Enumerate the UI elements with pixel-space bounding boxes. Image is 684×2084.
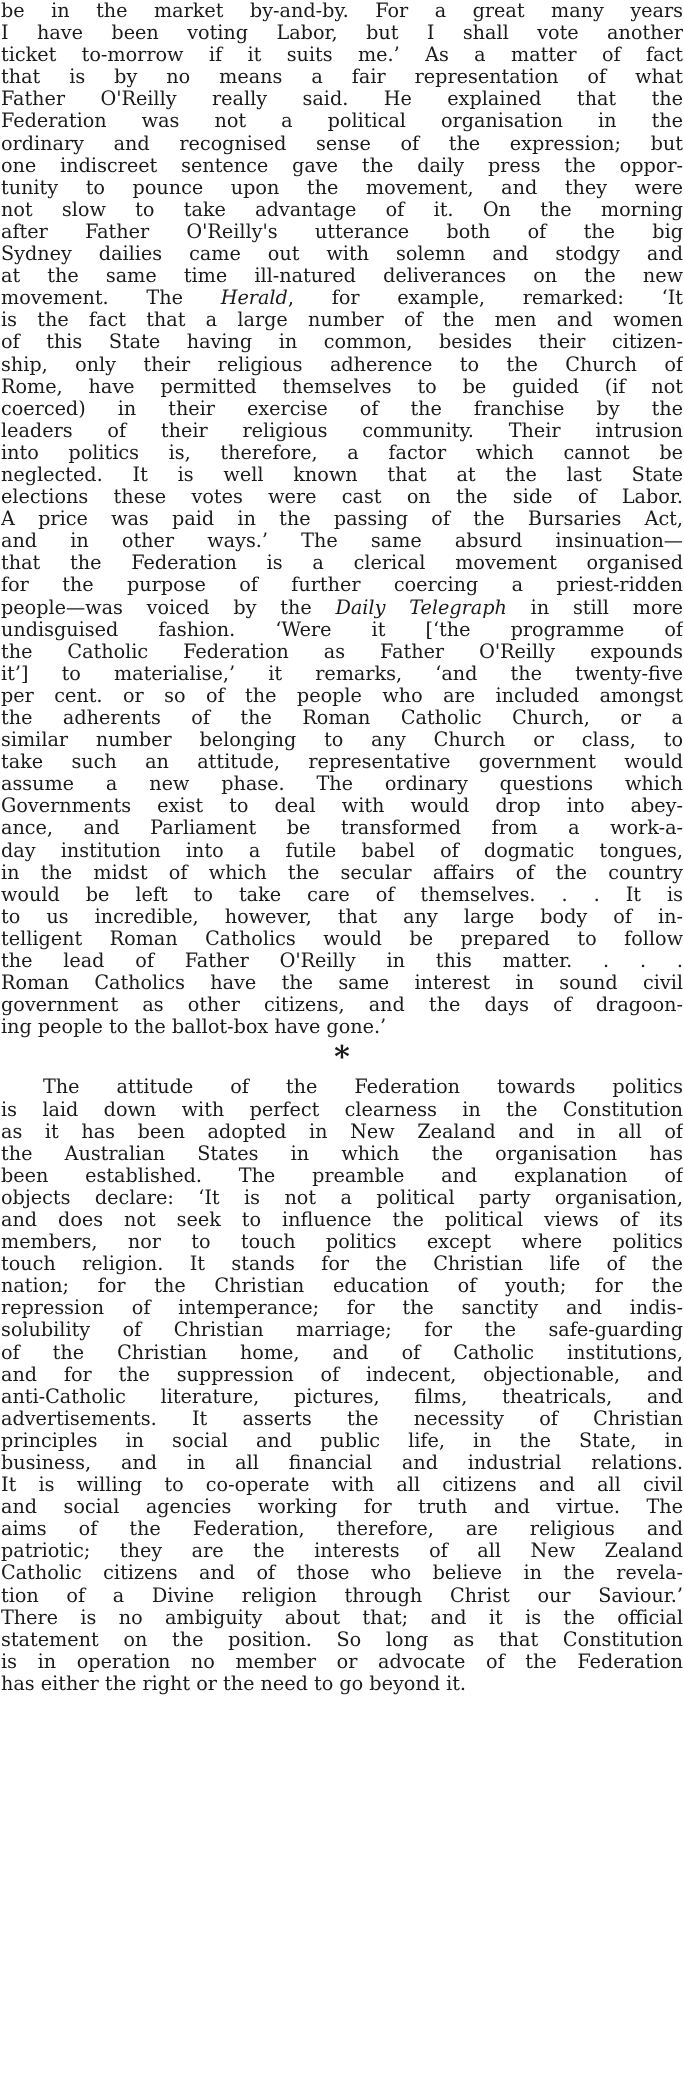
text-line: the Catholic Federation as Father O'Reilly expounds (1, 640, 683, 663)
text-line: to us incredible, however, that any large body of in- (1, 905, 683, 928)
text-line: the Australian States in which the organisation has (1, 1142, 683, 1165)
text-line: telligent Roman Catholics would be prepared to follow (1, 927, 683, 950)
text-line: Catholic citizens and of those who believe in the revela- (1, 1562, 683, 1585)
text-line: similar number belonging to any Church or class, to (1, 729, 683, 752)
text-line: elections these votes were cast on the side of Labor. (1, 486, 683, 509)
text-line: It is willing to co-operate with all citizens and all civil (1, 1474, 683, 1497)
text-line: touch religion. It stands for the Christian life of the (1, 1253, 683, 1276)
text-line: I have been voting Labor, but I shall vote another (1, 22, 683, 45)
text-line: nation; for the Christian education of youth; for the (1, 1275, 683, 1298)
text-line: business, and in all financial and industrial relations. (1, 1452, 683, 1474)
text-line: it’] to materialise,’ it remarks, ‘and the twenty-five (1, 662, 683, 685)
text-line: be in the market by-and-by. For a great many years (1, 0, 683, 22)
text-line: principles in social and public life, in the State, in (1, 1429, 683, 1452)
section-separator: * (334, 1040, 350, 1076)
text-line: repression of intemperance; for the sanctity and indis- (1, 1297, 683, 1320)
article-paragraph-2 (1, 1076, 683, 1695)
text-line: ship, only their religious adherence to the Church of (1, 353, 683, 376)
text-line: at the same time ill-natured deliverances on the new (1, 265, 683, 288)
text-line: ticket to-morrow if it suits me.’ As a matter of fact (1, 44, 683, 67)
text-line: has either the right or the need to go beyond it. (1, 1672, 467, 1695)
text-line: that is by no means a fair representation of what (1, 66, 683, 89)
text-line: not slow to take advantage of it. On the morning (1, 198, 683, 221)
text-line: into politics is, therefore, a factor which cannot be (1, 441, 683, 464)
text-line: patriotic; they are the interests of all New Zealand (1, 1540, 683, 1563)
article-paragraph-1 (1, 0, 683, 1038)
text-line: and does not seek to influence the political views of its (1, 1208, 683, 1231)
text-line: members, nor to touch politics except where politics (1, 1231, 683, 1254)
text-line: would be left to take care of themselves. . . It is (1, 883, 683, 906)
text-line: movement. The Herald, for example, remarked: ‘It (1, 287, 683, 310)
text-line: been established. The preamble and explanation of (1, 1164, 683, 1187)
text-line: and for the suppression of indecent, objectionable, and (1, 1363, 683, 1386)
text-line: for the purpose of further coercing a priest-ridden (1, 574, 683, 597)
text-line: solubility of Christian marriage; for the safe-guarding (1, 1319, 683, 1342)
text-line: the adherents of the Roman Catholic Church, or a (1, 707, 683, 729)
text-line: ance, and Parliament be transformed from a work-a- (1, 817, 683, 840)
text-line: Roman Catholics have the same interest in sound civil (1, 972, 683, 995)
text-line: Federation was not a political organisation in the (1, 110, 683, 133)
text-line: one indiscreet sentence gave the daily press the oppor- (1, 154, 683, 177)
text-line: There is no ambiguity about that; and it is the official (1, 1606, 683, 1629)
text-line: in the midst of which the secular affairs of the country (1, 861, 683, 884)
text-line: Sydney dailies came out with solemn and stodgy and (1, 243, 683, 266)
text-line: take such an attitude, representative government would (1, 751, 683, 774)
text-line: and in other ways.’ The same absurd insinuation— (1, 530, 683, 553)
text-line: day institution into a futile babel of dogmatic tongues, (1, 839, 683, 862)
text-line: of this State having in common, besides their citizen- (1, 331, 683, 354)
text-line: ordinary and recognised sense of the expression; but (1, 132, 683, 155)
text-line: Rome, have permitted themselves to be guided (if not (1, 375, 683, 398)
text-line: ing people to the ballot-box have gone.’ (1, 1016, 387, 1039)
text-line: assume a new phase. The ordinary questions which (1, 773, 683, 796)
text-line: that the Federation is a clerical movement organised (1, 552, 683, 575)
text-line: The attitude of the Federation towards politics (43, 1076, 683, 1099)
text-line: after Father O'Reilly's utterance both of the big (1, 220, 683, 243)
text-line: tion of a Divine religion through Christ our Saviour.’ (1, 1584, 683, 1607)
text-line: anti-Catholic literature, pictures, films, theatricals, and (1, 1385, 683, 1408)
text-line: statement on the position. So long as that Constitution (1, 1628, 683, 1651)
text-line: A price was paid in the passing of the Bursaries Act, (1, 508, 683, 531)
text-line: coerced) in their exercise of the franchise by the (1, 397, 683, 420)
text-line: and social agencies working for truth and virtue. The (1, 1496, 683, 1519)
text-line: advertisements. It asserts the necessity of Christian (1, 1407, 683, 1430)
text-line: of the Christian home, and of Catholic institutions, (1, 1341, 683, 1364)
text-line: government as other citizens, and the days of dragoon- (1, 994, 683, 1017)
text-line: Father O'Reilly really said. He explained that the (1, 88, 683, 111)
text-line: as it has been adopted in New Zealand and in all of (1, 1120, 683, 1143)
text-line: per cent. or so of the people who are included amongst (1, 684, 683, 707)
text-line: undisguised fashion. ‘Were it [‘the programme of (1, 618, 683, 641)
text-line: the lead of Father O'Reilly in this matter. . . . (1, 950, 683, 973)
text-line: Governments exist to deal with would drop into abey- (1, 795, 683, 818)
text-line: objects declare: ‘It is not a political party organisation, (1, 1186, 683, 1209)
text-line: aims of the Federation, therefore, are religious and (1, 1518, 683, 1541)
text-line: tunity to pounce upon the movement, and they were (1, 176, 683, 199)
text-line: leaders of their religious community. Their intrusion (1, 419, 683, 442)
text-line: neglected. It is well known that at the last State (1, 463, 683, 486)
text-line: is the fact that a large number of the men and women (1, 309, 683, 332)
text-line: is in operation no member or advocate of the Federation (1, 1650, 683, 1673)
text-line: is laid down with perfect clearness in the Constitution (1, 1098, 683, 1121)
text-line: people—was voiced by the Daily Telegraph in still more (1, 596, 683, 619)
